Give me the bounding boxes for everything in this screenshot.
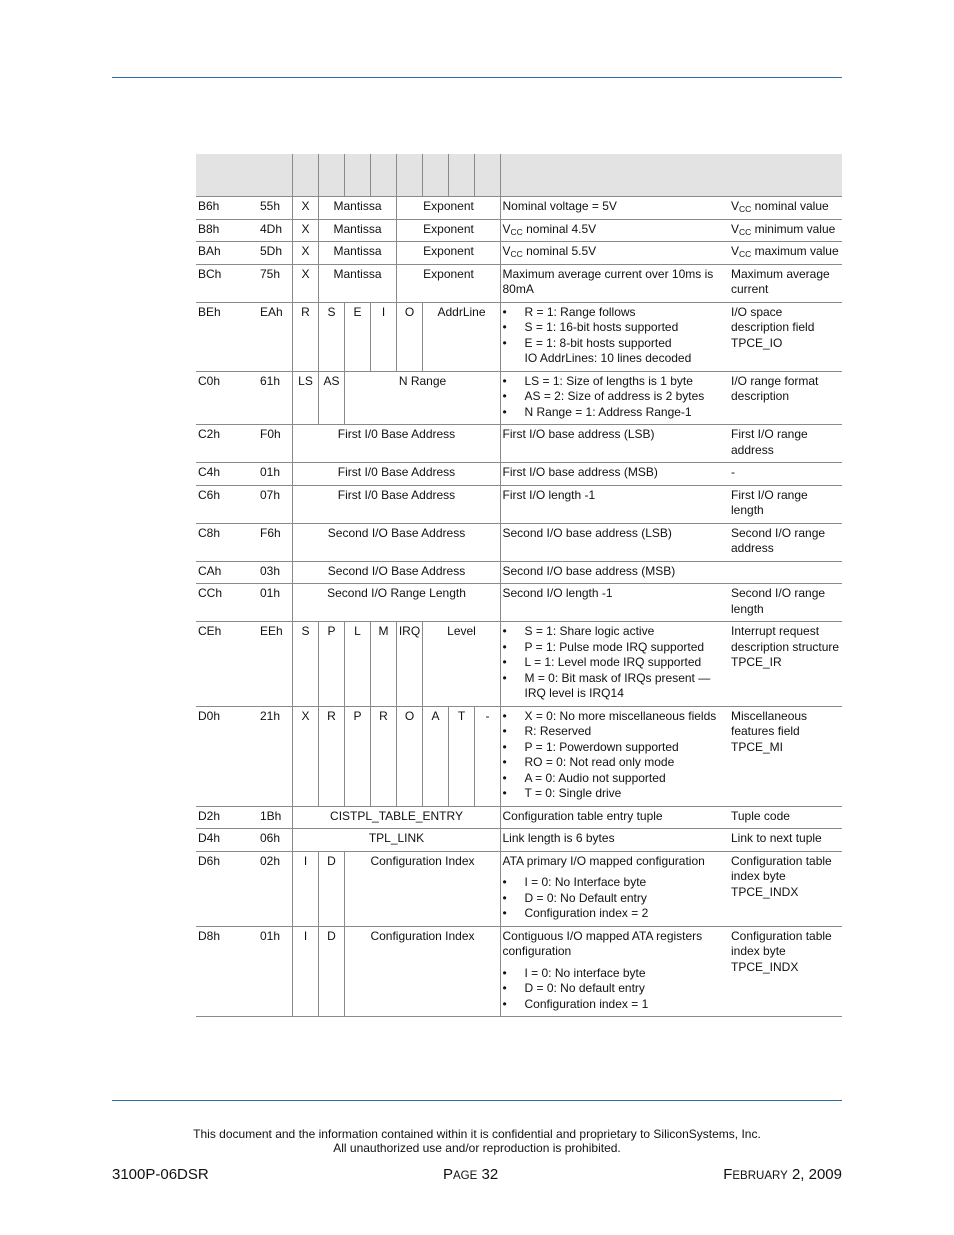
cell-address: CEh [196, 622, 258, 707]
cell-address: CAh [196, 561, 258, 584]
cell-bit-field: TPL_LINK [292, 829, 500, 852]
cell-bit-field: Second I/O Range Length [292, 584, 500, 622]
cell-bit-field: X [292, 197, 318, 220]
description-text: ATA primary I/O mapped configuration [502, 853, 705, 868]
table-row [196, 851, 842, 926]
text-part: V [731, 244, 740, 258]
table-row [196, 561, 842, 584]
cell-notes: First I/O range address [729, 425, 842, 463]
cell-bit-field: Exponent [396, 197, 500, 220]
date-tail: 2, 2009 [787, 1166, 842, 1183]
cell-bit-field: A [422, 706, 448, 806]
cell-notes: Link to next tuple [729, 829, 842, 852]
cell-address: BEh [196, 302, 258, 371]
cell-bit-field: I [292, 851, 318, 926]
cell-bit-field: LS [292, 371, 318, 425]
cell-description [500, 425, 729, 463]
header-rule [112, 77, 842, 78]
table-row [196, 197, 842, 220]
table-row [196, 829, 842, 852]
footer-rule [112, 1100, 842, 1101]
cell-description [500, 371, 729, 425]
table-row [196, 371, 842, 425]
cell-bit-field: M [370, 622, 396, 707]
page-number-value: 32 [477, 1166, 499, 1183]
header-cell-bit0 [474, 154, 500, 197]
cell-bit-field: N Range [344, 371, 500, 425]
cell-address: D6h [196, 851, 258, 926]
cell-address: B8h [196, 219, 258, 242]
bullet-item: • L = 1: Level mode IRQ supported [503, 655, 729, 671]
subscript: CC [510, 249, 523, 259]
bullet-item: • T = 0: Single drive [503, 786, 729, 802]
cell-value: 21h [258, 706, 292, 806]
text-part: nominal 5.5V [522, 244, 597, 258]
cell-address: BAh [196, 242, 258, 265]
cell-bit-field: Second I/O Base Address [292, 561, 500, 584]
header-cell-bit1 [448, 154, 474, 197]
cell-description [500, 242, 729, 265]
cell-bit-field: First I/0 Base Address [292, 485, 500, 523]
cell-address: D2h [196, 806, 258, 829]
description-text: Second I/O base address (LSB) [502, 525, 672, 540]
bullet-item: • Configuration index = 1 [503, 997, 729, 1013]
cell-bit-field: I [292, 926, 318, 1017]
cell-address: C6h [196, 485, 258, 523]
bullet-item: • Configuration index = 2 [503, 906, 729, 922]
cell-bit-field: L [344, 622, 370, 707]
bullet-item [503, 671, 729, 702]
cell-bit-field: O [396, 302, 422, 371]
header-cell-bit6 [318, 154, 344, 197]
confidentiality-notice [112, 1128, 842, 1155]
cell-bit-field: AS [318, 371, 344, 425]
cell-value: 01h [258, 926, 292, 1017]
bullet-list [503, 374, 729, 421]
cell-notes: Second I/O range length [729, 584, 842, 622]
cell-notes: Second I/O range address [729, 523, 842, 561]
cell-value: F0h [258, 425, 292, 463]
table-row [196, 622, 842, 707]
cell-bit-field: O [396, 706, 422, 806]
page-word-rest: AGE [453, 1170, 478, 1182]
cell-bit-field: X [292, 219, 318, 242]
cell-bit-field: Exponent [396, 264, 500, 302]
subscript: CC [739, 249, 752, 259]
text-part: V [731, 199, 740, 213]
cell-bit-field: S [292, 622, 318, 707]
cell-description [500, 561, 729, 584]
cell-value: 02h [258, 851, 292, 926]
bullet-item: • N Range = 1: Address Range-1 [503, 405, 729, 421]
cell-description [500, 523, 729, 561]
cell-bit-field: D [318, 926, 344, 1017]
confidentiality-line-2: All unauthorized use and/or reproduction is prohibited. [333, 1140, 621, 1155]
table-row [196, 219, 842, 242]
cell-bit-field: First I/0 Base Address [292, 425, 500, 463]
bullet-item: • RO = 0: Not read only mode [503, 755, 729, 771]
bullet-item: • A = 0: Audio not supported [503, 771, 729, 787]
header-cell-bit7 [292, 154, 318, 197]
cell-address: D0h [196, 706, 258, 806]
cell-bit-field: Exponent [396, 219, 500, 242]
cell-bit-field: Level [422, 622, 500, 707]
cell-value: 06h [258, 829, 292, 852]
cell-bit-field: P [318, 622, 344, 707]
cell-description [500, 622, 729, 707]
cell-bit-field: P [344, 706, 370, 806]
cell-value: 61h [258, 371, 292, 425]
cell-bit-field: R [370, 706, 396, 806]
confidentiality-line-1: This document and the information contained within it is confidential and proprietary to SiliconSystems, Inc. [193, 1127, 761, 1141]
cell-address: C2h [196, 425, 258, 463]
cell-value: 03h [258, 561, 292, 584]
table-row [196, 706, 842, 806]
cis-register-table [196, 154, 842, 1017]
cell-address: C8h [196, 523, 258, 561]
text-part: V [731, 221, 740, 236]
bullet-item: • P = 1: Powerdown supported [503, 740, 729, 756]
bullet-list [503, 709, 729, 802]
description-text: Maximum average current over 10ms is 80mA [502, 266, 714, 296]
cell-bit-field: D [318, 851, 344, 926]
cell-bit-field: S [318, 302, 344, 371]
cell-description [500, 829, 729, 852]
cell-notes: Miscellaneous features field TPCE_MI [729, 706, 842, 806]
document-number: 3100P-06DSR [112, 1166, 209, 1183]
table-header-row [196, 154, 842, 197]
cell-description [500, 926, 729, 1017]
bullet-item: • X = 0: No more miscellaneous fields [503, 709, 729, 725]
cell-address: D8h [196, 926, 258, 1017]
cell-bit-field: - [474, 706, 500, 806]
cell-notes: Interrupt request description structure TPCE_IR [729, 622, 842, 707]
cell-description [500, 851, 729, 926]
cell-bit-field: Exponent [396, 242, 500, 265]
cell-notes: Configuration table index byte TPCE_INDX [729, 851, 842, 926]
description-text: Nominal voltage = 5V [502, 199, 617, 213]
description-text: First I/O base address (LSB) [502, 427, 655, 441]
subscript: CC [739, 226, 752, 237]
cell-notes [729, 197, 842, 220]
bullet-list [503, 875, 729, 922]
cell-value: 01h [258, 463, 292, 486]
cell-value: 4Dh [258, 219, 292, 242]
bullet-item: • E = 1: 8-bit hosts supported [503, 336, 729, 352]
cell-bit-field: Mantissa [318, 242, 396, 265]
subscript: CC [739, 204, 752, 214]
cell-address: C4h [196, 463, 258, 486]
cell-address: D4h [196, 829, 258, 852]
table-row [196, 425, 842, 463]
cell-description [500, 197, 729, 220]
description-text: Contiguous I/O mapped ATA registers configuration [502, 928, 703, 958]
cell-description [500, 302, 729, 371]
bullet-item: • P = 1: Pulse mode IRQ supported [503, 640, 729, 656]
header-cell-address [196, 154, 258, 197]
bullet-item: • LS = 1: Size of lengths is 1 byte [503, 374, 729, 390]
table-row [196, 302, 842, 371]
description-text [503, 222, 729, 238]
text-part: V [502, 244, 511, 258]
cell-description [500, 264, 729, 302]
bullet-text: IRQ level is IRQ14 [524, 686, 624, 700]
cell-bit-field: First I/0 Base Address [292, 463, 500, 486]
table-row [196, 463, 842, 486]
cell-notes: First I/O range length [729, 485, 842, 523]
text-part: nominal 4.5V [522, 221, 597, 236]
description-text [503, 244, 729, 260]
cell-value: 55h [258, 197, 292, 220]
cell-bit-field: R [292, 302, 318, 371]
description-continuation: IO AddrLines: 10 lines decoded [524, 351, 692, 365]
cell-notes: I/O space description field TPCE_IO [729, 302, 842, 371]
cell-bit-field: Mantissa [318, 264, 396, 302]
bullet-item: • D = 0: No default entry [503, 981, 729, 997]
cell-value: 5Dh [258, 242, 292, 265]
cell-address: BCh [196, 264, 258, 302]
table-body [196, 197, 842, 1017]
cell-address: C0h [196, 371, 258, 425]
text-part: minimum value [751, 221, 836, 236]
cell-bit-field: X [292, 264, 318, 302]
cell-description [500, 219, 729, 242]
bullet-list [503, 966, 729, 1013]
header-cell-bit4 [370, 154, 396, 197]
cell-notes [729, 242, 842, 265]
cell-value: EAh [258, 302, 292, 371]
cell-description [500, 706, 729, 806]
bullet-item: • R: Reserved [503, 724, 729, 740]
description-text: First I/O length -1 [502, 487, 596, 502]
cell-value: EEh [258, 622, 292, 707]
cell-bit-field: R [318, 706, 344, 806]
cell-notes: Tuple code [729, 806, 842, 829]
table-row [196, 806, 842, 829]
table-row [196, 485, 842, 523]
cell-notes [729, 219, 842, 242]
cell-bit-field: I [370, 302, 396, 371]
table-row [196, 523, 842, 561]
month-initial: F [723, 1166, 733, 1183]
bullet-item: • AS = 2: Size of address is 2 bytes [503, 389, 729, 405]
cell-description [500, 806, 729, 829]
cell-description [500, 463, 729, 486]
cell-notes: - [729, 463, 842, 486]
bullet-item: • I = 0: No Interface byte [503, 875, 729, 891]
cell-notes: Configuration table index byte TPCE_INDX [729, 926, 842, 1017]
description-text: Second I/O length -1 [502, 586, 613, 600]
bullet-item: • I = 0: No interface byte [503, 966, 729, 982]
cell-bit-field: Configuration Index [344, 926, 500, 1017]
document-date [723, 1166, 842, 1183]
bullet-item: • S = 1: Share logic active [503, 624, 729, 640]
header-cell-bit3 [396, 154, 422, 197]
cell-bit-field: Second I/O Base Address [292, 523, 500, 561]
cell-notes: Maximum average current [729, 264, 842, 302]
header-cell-bit5 [344, 154, 370, 197]
bullet-item: • R = 1: Range follows [503, 305, 729, 321]
cell-bit-field: CISTPL_TABLE_ENTRY [292, 806, 500, 829]
bullet-item: • S = 1: 16-bit hosts supported [503, 320, 729, 336]
cell-bit-field: Mantissa [318, 219, 396, 242]
header-cell-notes [729, 154, 842, 197]
text-part: maximum value [751, 244, 839, 258]
cell-address: CCh [196, 584, 258, 622]
cell-bit-field: T [448, 706, 474, 806]
cell-notes: I/O range format description [729, 371, 842, 425]
subscript: CC [510, 226, 523, 237]
bullet-item: • D = 0: No Default entry [503, 891, 729, 907]
month-rest: EBRUARY [732, 1170, 788, 1182]
page-word-initial: P [443, 1166, 454, 1183]
bullet-text: • M = 0: Bit mask of IRQs present — [524, 670, 711, 685]
table-row [196, 264, 842, 302]
header-cell-description [500, 154, 729, 197]
cell-bit-field: Mantissa [318, 197, 396, 220]
cell-description [500, 485, 729, 523]
bullet-list [503, 305, 729, 352]
description-text: Link length is 6 bytes [502, 831, 615, 845]
table-row [196, 926, 842, 1017]
cell-bit-field: AddrLine [422, 302, 500, 371]
description-text: Configuration table entry tuple [502, 808, 663, 823]
page-number [443, 1166, 498, 1183]
cell-value: 01h [258, 584, 292, 622]
cell-bit-field: X [292, 706, 318, 806]
cell-value: 1Bh [258, 806, 292, 829]
text-part: nominal value [751, 199, 829, 213]
cell-bit-field: X [292, 242, 318, 265]
table-row [196, 242, 842, 265]
header-cell-value [258, 154, 292, 197]
cell-notes [729, 561, 842, 584]
table-row [196, 584, 842, 622]
cell-bit-field: IRQ [396, 622, 422, 707]
text-part: V [502, 221, 511, 236]
bullet-list [503, 624, 729, 702]
description-text: Second I/O base address (MSB) [502, 563, 676, 578]
cell-value: 07h [258, 485, 292, 523]
cell-bit-field: E [344, 302, 370, 371]
cell-value: F6h [258, 523, 292, 561]
description-text: First I/O base address (MSB) [502, 465, 658, 479]
cell-description [500, 584, 729, 622]
header-cell-bit2 [422, 154, 448, 197]
cell-bit-field: Configuration Index [344, 851, 500, 926]
cell-value: 75h [258, 264, 292, 302]
cell-address: B6h [196, 197, 258, 220]
